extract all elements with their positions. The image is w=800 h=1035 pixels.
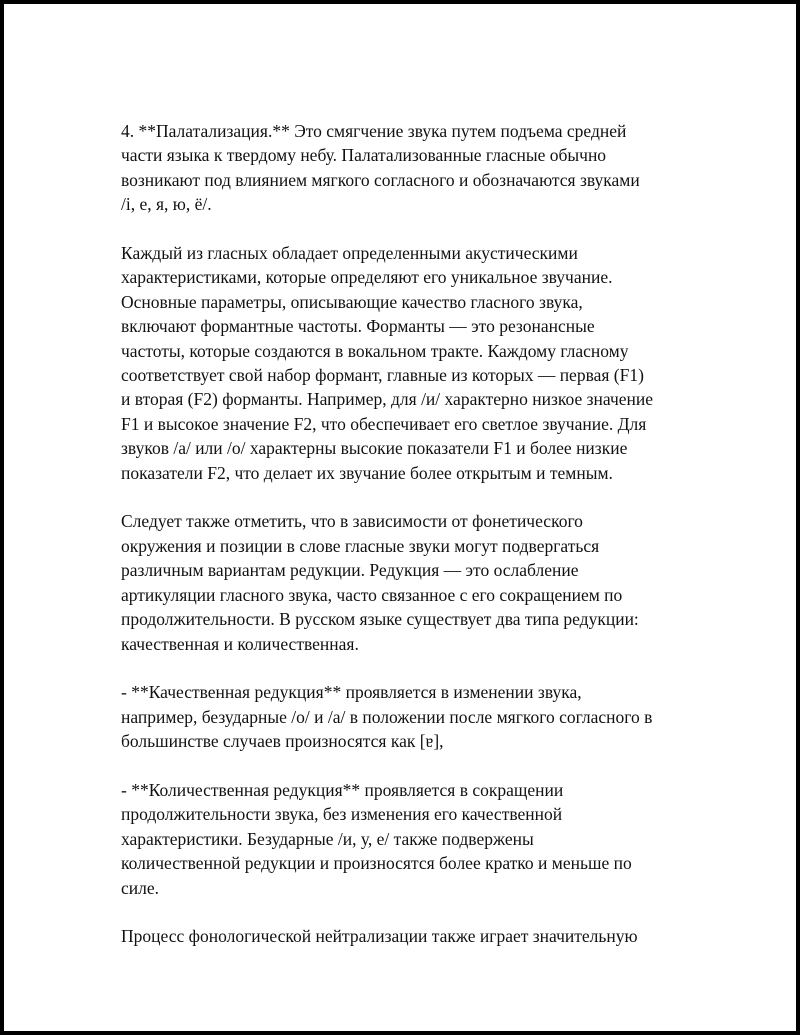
list-item-qualitative-reduction: - **Качественная редукция** проявляется в изменении звука, например, безударные /о/ и /а/ в положении после мягкого согласного в большинстве случаев произносятся как [ɐ], xyxy=(121,682,653,752)
paragraph-acoustic-characteristics: Каждый из гласных обладает определенными акустическими характеристиками, которые определяют его уникальное звучание. Основные параметры, описывающие качество гласного звука, включают формантные частоты. Форманты — это резонансные частоты, которые создаются в вокальном тракте. Каждому гласному соответствует свой набор формант, главные из которых — первая (F1) и вторая (F2) форманты. Например, для /и/ характерно низкое значение F1 и высокое значение F2, что обеспечивает его светлое звучание. Для звуков /а/ или /о/ характерны высокие показатели F1 и более низкие показатели F2, что делает их звучание более открытым и темным. xyxy=(121,243,654,483)
paragraph-palatalization: 4. **Палатализация.** Это смягчение звука путем подъема средней части языка к твердому небу. Палатализованные гласные обычно возникают под влиянием мягкого согласного и обозначаются звуками /і, е, я, ю, ё/. xyxy=(121,121,640,215)
document-body xyxy=(121,119,691,949)
paragraph-neutralization: Процесс фонологической нейтрализации также играет значительную xyxy=(121,926,638,947)
paragraph-reduction-intro: Следует также отметить, что в зависимости от фонетического окружения и позиции в слове гласные звуки могут подвергаться различным вариантам редукции. Редукция — это ослабление артикуляции гласного звука, часто связанное с его сокращением по продолжительности. В русском языке существует два типа редукции: качественная и количественная. xyxy=(121,511,639,654)
list-item-quantitative-reduction: - **Количественная редукция** проявляется в сокращении продолжительности звука, без изменения его качественной характеристики. Безударные /и, у, е/ также подвержены количественной редукции и произносятся более кратко и меньше по силе. xyxy=(121,779,632,898)
